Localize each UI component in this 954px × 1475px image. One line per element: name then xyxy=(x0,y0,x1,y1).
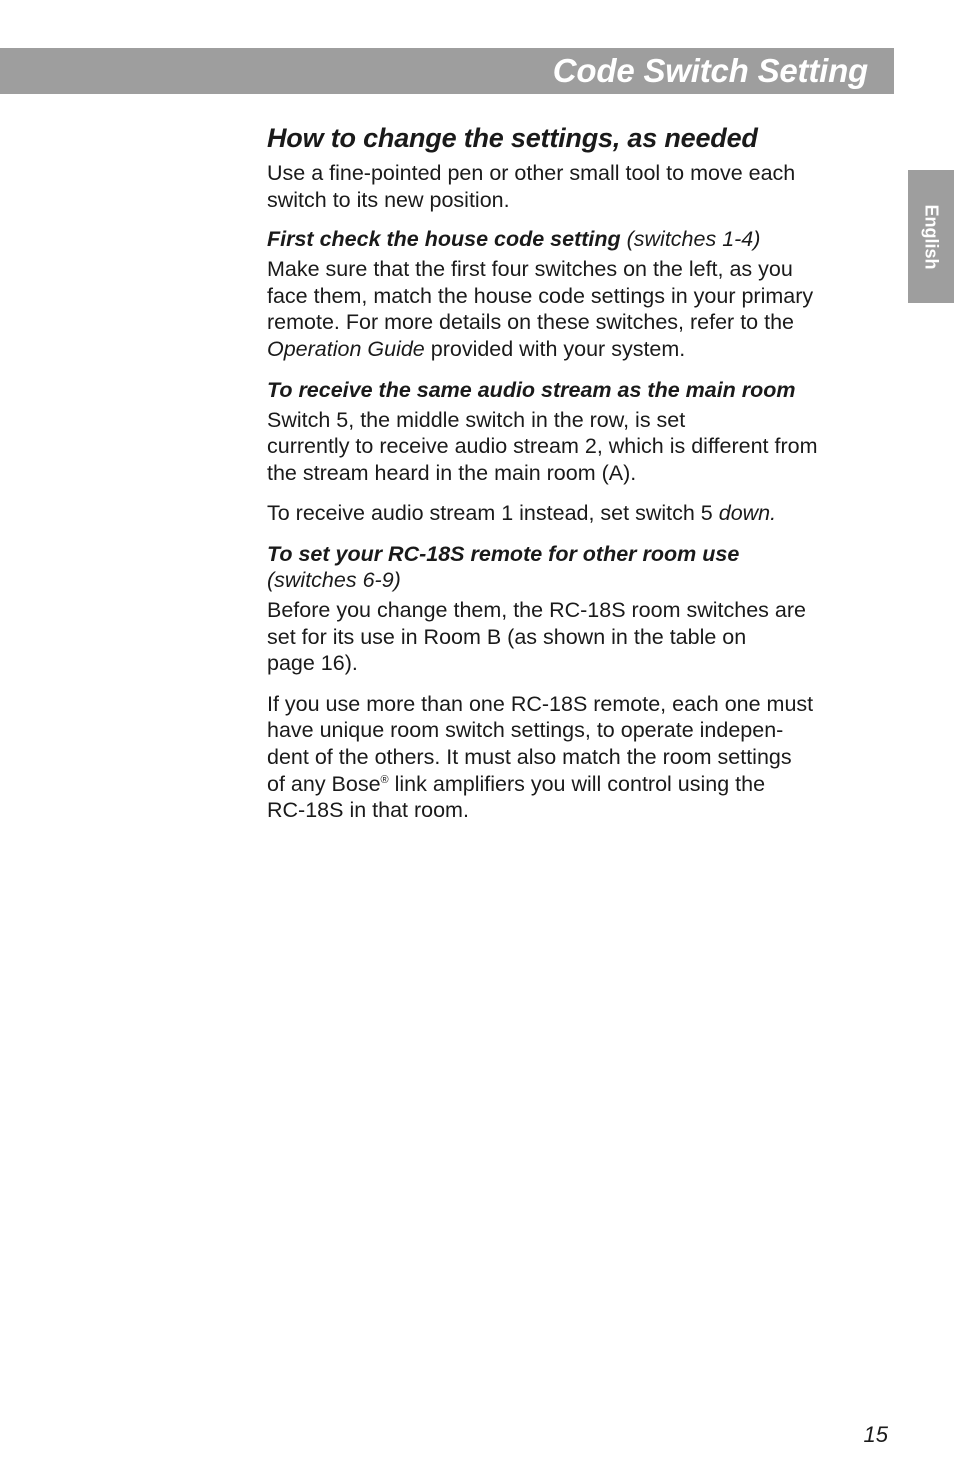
main-content xyxy=(267,120,897,838)
page-title: Code Switch Setting xyxy=(552,52,868,89)
text-line: Before you change them, the RC-18S room switches are xyxy=(267,597,806,622)
audio-stream-instruction xyxy=(267,500,897,527)
language-tab-label: English xyxy=(921,203,942,270)
text-line: switch to its new position. xyxy=(267,187,510,212)
text-line: have unique room switch settings, to operate indepen- xyxy=(267,718,784,743)
page-number: 15 xyxy=(863,1422,888,1447)
text-line: link amplifiers you will control using the xyxy=(388,771,766,796)
text-line: Make sure that the first four switches on the left, as you xyxy=(267,257,793,282)
text-line: To receive audio stream 1 instead, set switch 5 xyxy=(267,501,719,526)
text-line: currently to receive audio stream 2, which is different from xyxy=(267,434,818,459)
room-use-paragraph xyxy=(267,597,897,677)
text-line: remote. For more details on these switches, refer to the xyxy=(267,310,794,335)
heading-bold: First check the house code setting xyxy=(267,227,621,252)
text-line: If you use more than one RC-18S remote, each one must xyxy=(267,691,814,716)
audio-stream-heading xyxy=(267,377,897,403)
text-line: Use a fine-pointed pen or other small tool to move each xyxy=(267,161,796,185)
text-line: of any Bose xyxy=(267,771,381,796)
text-line: set for its use in Room B (as shown in the table on xyxy=(267,624,747,649)
text-line: Switch 5, the middle switch in the row, is set xyxy=(267,407,686,432)
heading-suffix: (switches 6-9) xyxy=(267,567,401,592)
heading-suffix: (switches 1-4) xyxy=(620,227,761,252)
text-line: RC-18S in that room. xyxy=(267,798,469,823)
operation-guide-title: Operation Guide xyxy=(267,336,425,361)
multiple-remotes-paragraph xyxy=(267,691,897,824)
text-line: face them, match the house code settings in your primary xyxy=(267,283,814,308)
house-code-heading xyxy=(267,226,897,252)
registered-mark: ® xyxy=(380,773,389,786)
room-use-heading xyxy=(267,541,897,593)
text-line: the stream heard in the main room (A). xyxy=(267,460,637,485)
text-line: dent of the others. It must also match the room settings xyxy=(267,744,792,769)
audio-stream-paragraph xyxy=(267,407,897,487)
heading-bold: To receive the same audio stream as the main room xyxy=(267,377,796,402)
heading-bold: To set your RC-18S remote for other room use xyxy=(267,541,740,566)
text-line: provided with your system. xyxy=(424,336,686,361)
language-tab xyxy=(908,170,954,303)
emphasis: down. xyxy=(718,501,777,526)
house-code-paragraph xyxy=(267,256,897,362)
intro-paragraph xyxy=(267,160,897,213)
header-band xyxy=(0,48,894,94)
section-title: How to change the settings, as needed xyxy=(267,123,758,153)
text-line: page 16). xyxy=(267,651,358,676)
